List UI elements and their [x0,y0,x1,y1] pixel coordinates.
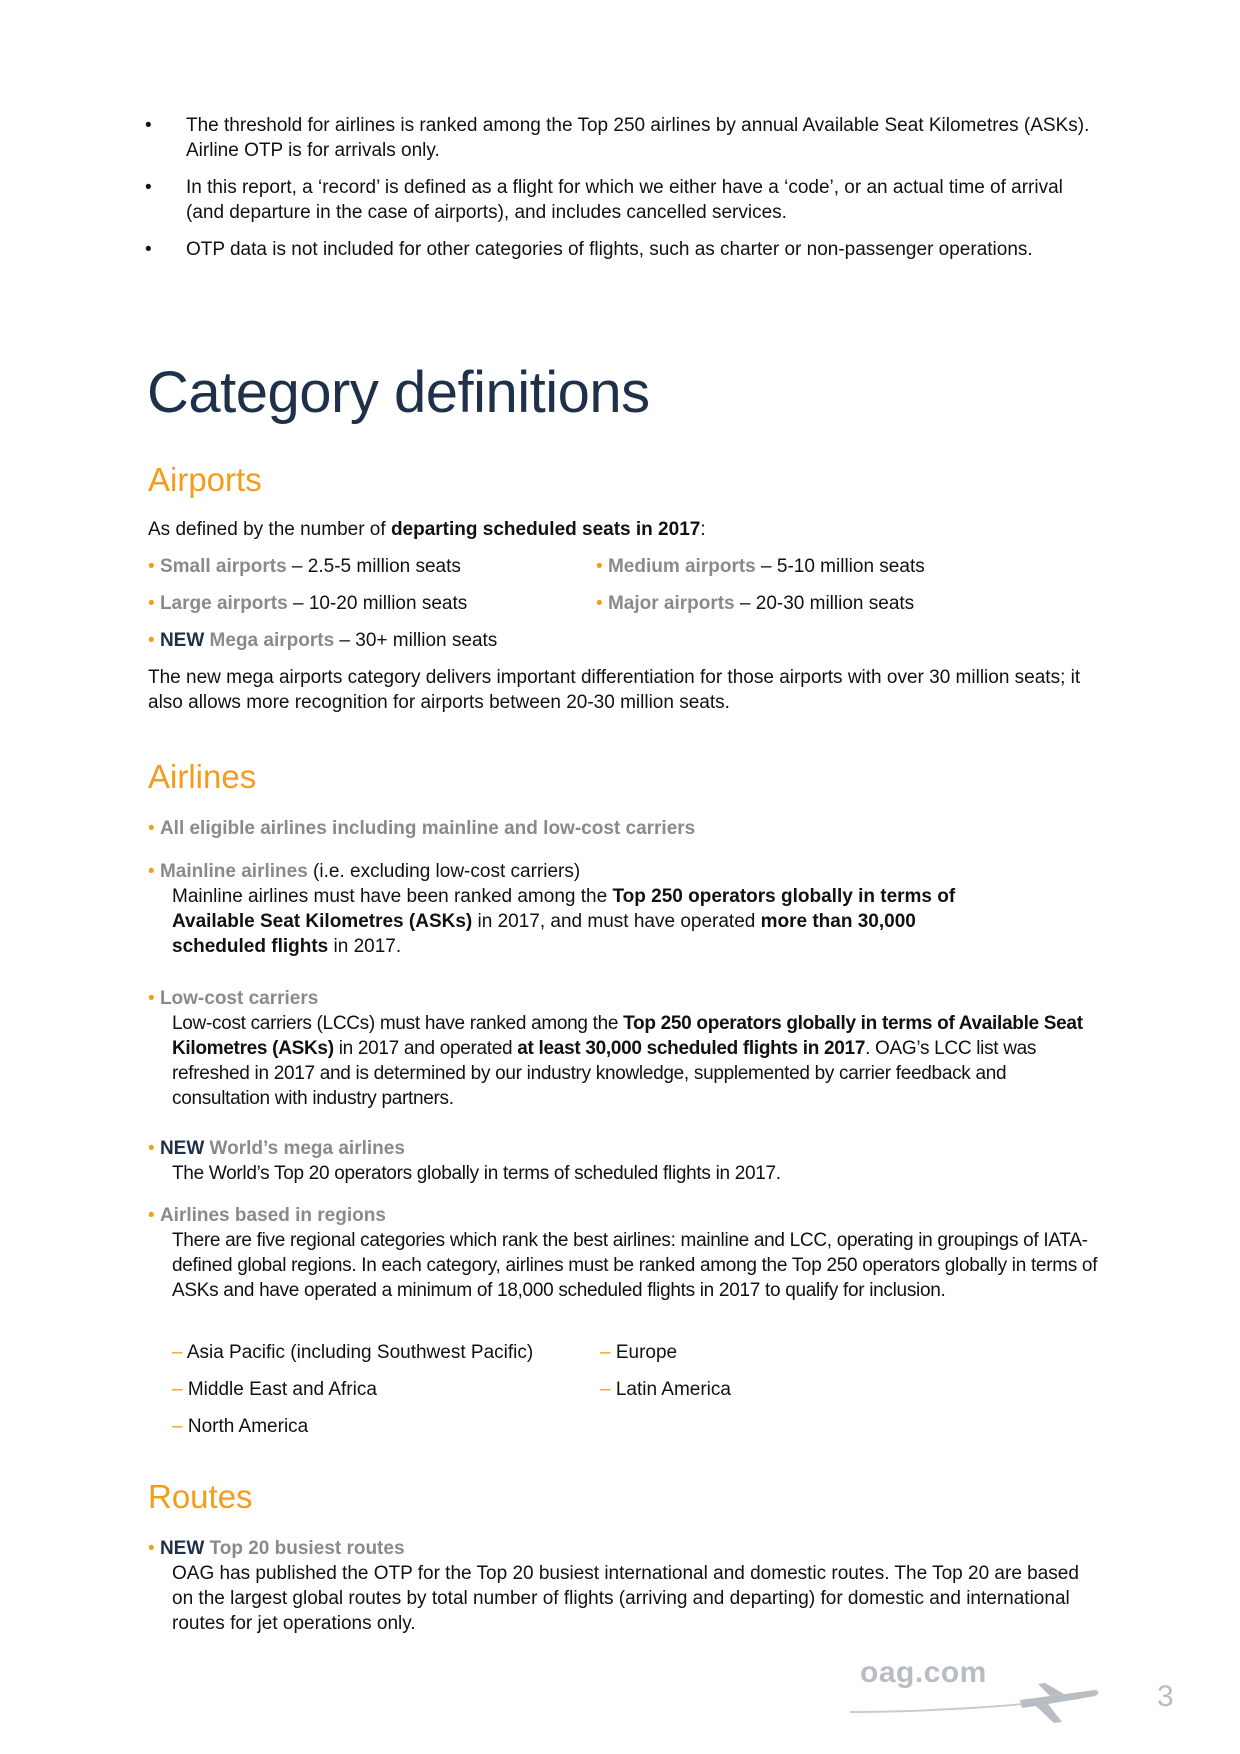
dash-icon: – [172,1416,188,1437]
bullet-icon: • [148,593,160,614]
region-item: – Europe [600,1342,678,1363]
bullet-icon: • [145,239,152,260]
dash-icon: – [600,1379,616,1400]
bullet-icon: • [148,988,160,1009]
intro-bullet: • In this report, a ‘record’ is defined as a flight for which we either have a ‘code’, or an actual time of arrival (and departure in the case of airports), and includes cancelled services. [145,177,1063,223]
mega-airlines-description: The World’s Top 20 operators globally in terms of scheduled flights in 2017. [172,1163,781,1184]
new-badge: NEW [159,1138,205,1159]
intro-bullet-list [143,113,1103,274]
bullet-icon: • [596,593,608,614]
bullet-icon: • [148,1538,160,1559]
bullet-icon: • [145,177,152,198]
airlines-heading: Airlines [148,758,257,795]
page-title: Category definitions [147,360,650,425]
airport-category-large: • Large airports – 10-20 million seats [148,593,468,614]
oag-logo: oag.com [860,1656,987,1689]
airline-category-regions: • Airlines based in regions There are five regional categories which rank the best airlines: mainline and LCC, operating in groupings of IATA-defined global regions. In each category, airlines must be ranked among the Top 250 operators globally in terms of ASKs and have operated a minimum of 18,000 scheduled flights in 2017 to qualify for inclusion. [148,1203,1108,1303]
airport-category-medium: • Medium airports – 5-10 million seats [596,556,925,577]
region-item: – Latin America [600,1379,731,1400]
bullet-icon: • [148,630,160,651]
new-badge: NEW [159,630,205,651]
regions-description: There are five regional categories which rank the best airlines: mainline and LCC, operating in groupings of IATA-defined global regions. In each category, airlines must be ranked among the Top 250 operators globally in terms of ASKs and have operated a minimum of 18,000 scheduled flights in 2017 to qualify for inclusion. [172,1230,1098,1301]
region-item: – Asia Pacific (including Southwest Pacific) [172,1342,534,1363]
bullet-icon: • [148,861,160,882]
routes-heading: Routes [148,1478,253,1515]
new-badge: NEW [159,1538,205,1559]
intro-bullet: • The threshold for airlines is ranked among the Top 250 airlines by annual Available Seat Kilometres (ASKs). Airline OTP is for arrivals only. [145,115,1090,161]
region-item: – Middle East and Africa [172,1379,377,1400]
dash-icon: – [600,1342,616,1363]
route-category-busiest: • NEW Top 20 busiest routes OAG has published the OTP for the Top 20 busiest international and domestic routes. The Top 20 are based on the largest global routes by total number of flights (arriving and departing) for domestic and international routes for jet operations only. [148,1536,1108,1636]
bullet-icon: • [148,818,160,839]
airport-category-major: • Major airports – 20-30 million seats [596,593,915,614]
bullet-icon: • [148,1138,160,1159]
dash-icon: – [172,1342,187,1363]
bullet-icon: • [145,115,152,136]
airline-category-mega: • NEW World’s mega airlines The World’s Top 20 operators globally in terms of scheduled flights in 2017. [148,1136,1108,1186]
airline-category-mainline: • Mainline airlines (i.e. excluding low-cost carriers) Mainline airlines must have been ranked among the Top 250 operators globally in terms of Available Seat Kilometres (ASKs) in 2017, and must have operated more than 30,000 scheduled flights in 2017. [148,859,1108,959]
mainline-description: Mainline airlines must have been ranked among the Top 250 operators globally in terms of Available Seat Kilometres (ASKs) in 2017, and must have operated more than 30,000 scheduled flights in 2017. [172,886,956,957]
region-item: – North America [172,1416,309,1437]
airline-category-all: • All eligible airlines including mainline and low-cost carriers [148,818,696,839]
dash-icon: – [172,1379,188,1400]
airports-heading: Airports [148,461,262,498]
airline-category-lcc: • Low-cost carriers Low-cost carriers (LCCs) must have ranked among the Top 250 operators globally in terms of Available Seat Kilometres (ASKs) in 2017 and operated at least 30,000 scheduled flights in 2017. OAG’s LCC list was refreshed in 2017 and is determined by our industry knowledge, supplemented by carrier feedback and consultation with industry partners. [148,986,1108,1111]
airport-category-mega: • NEW Mega airports – 30+ million seats [148,630,498,651]
lcc-description: Low-cost carriers (LCCs) must have ranked among the Top 250 operators globally in terms of Available Seat Kilometres (ASKs) in 2017 and operated at least 30,000 scheduled flights in 2017. OAG’s LCC list was refreshed in 2017 and is determined by our industry knowledge, supplemented by carrier feedback and consultation with industry partners. [172,1013,1083,1109]
routes-description: OAG has published the OTP for the Top 20 busiest international and domestic routes. The Top 20 are based on the largest global routes by total number of flights (arriving and departing) for domestic and international routes for jet operations only. [172,1563,1079,1634]
airport-category-small: • Small airports – 2.5-5 million seats [148,556,461,577]
airports-note: The new mega airports category delivers important differentiation for those airports with over 30 million seats; it also allows more recognition for airports between 20-30 million seats. [148,667,1081,713]
airplane-icon [850,1678,1100,1728]
airports-lead: As defined by the number of departing scheduled seats in 2017: [148,519,706,540]
intro-bullet: • OTP data is not included for other categories of flights, such as charter or non-passenger operations. [145,239,1033,260]
bullet-icon: • [148,1205,160,1226]
bullet-icon: • [596,556,608,577]
page-number: 3 [1157,1680,1174,1713]
bullet-icon: • [148,556,160,577]
